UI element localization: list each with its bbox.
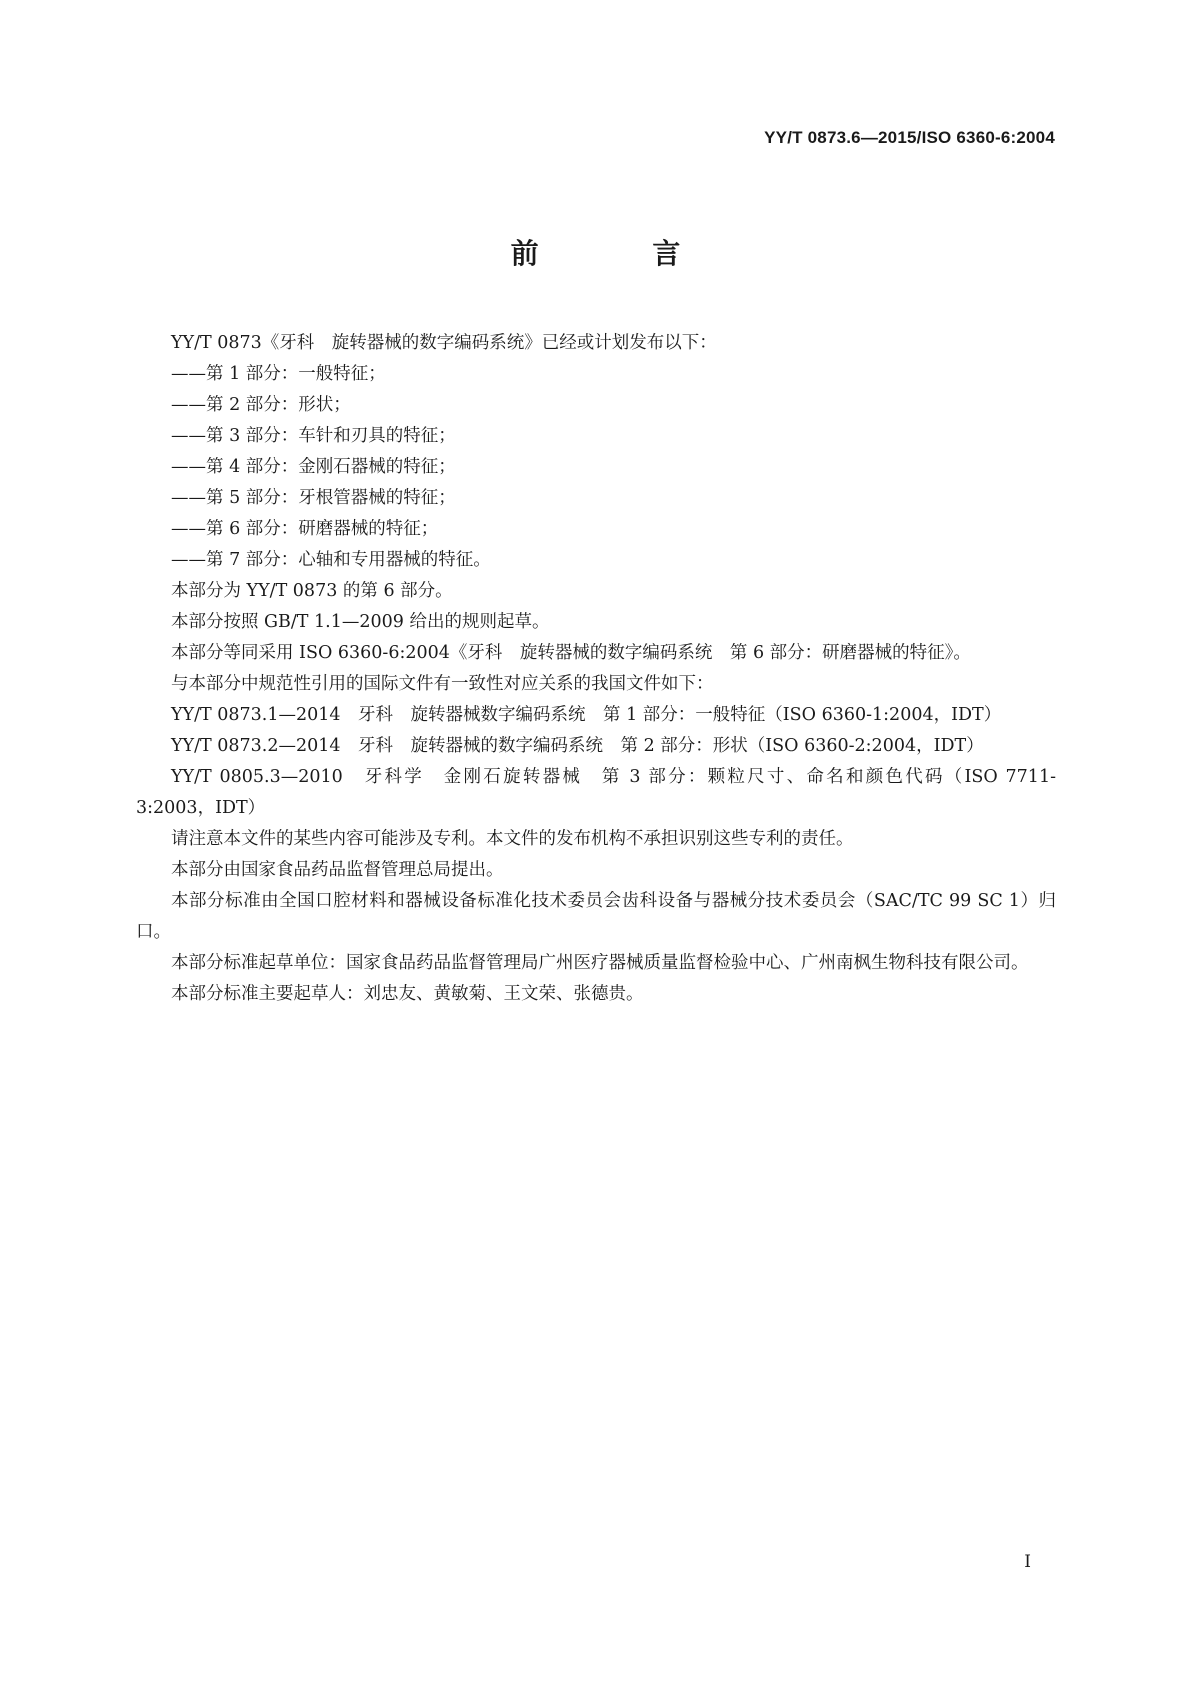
drafters-paragraph: 本部分标准主要起草人：刘忠友、黄敏菊、王文荣、张德贵。 [171,984,644,1004]
part-list-item: ——第 1 部分：一般特征； [171,364,386,384]
part-of-paragraph: 本部分为 YY/T 0873 的第 6 部分。 [171,581,453,601]
page-number: I [1024,1552,1031,1572]
part-list-item: ——第 7 部分：心轴和专用器械的特征。 [171,550,491,570]
drafting-units-paragraph: 本部分标准起草单位：国家食品药品监督管理局广州医疗器械质量监督检验中心、广州南枫生物科技有限公司。 [171,953,1029,973]
intro-paragraph: YY/T 0873《牙科 旋转器械的数字编码系统》已经或计划发布以下： [171,333,717,353]
drafting-rule-paragraph: 本部分按照 GB/T 1.1—2009 给出的规则起草。 [171,612,550,632]
proposed-by-paragraph: 本部分由国家食品药品监督管理总局提出。 [171,860,504,880]
page-title: 前 言 [510,237,733,270]
adoption-paragraph: 本部分等同采用 ISO 6360-6:2004《牙科 旋转器械的数字编码系统 第 6 部分：研磨器械的特征》。 [171,643,971,663]
patent-notice-paragraph: 请注意本文件的某些内容可能涉及专利。本文件的发布机构不承担识别这些专利的责任。 [171,829,854,849]
reference-item: YY/T 0873.1—2014 牙科 旋转器械数字编码系统 第 1 部分：一般特征（ISO 6360-1:2004，IDT） [171,705,1002,725]
part-list-item: ——第 5 部分：牙根管器械的特征； [171,488,456,508]
correspondence-intro-paragraph: 与本部分中规范性引用的国际文件有一致性对应关系的我国文件如下： [171,674,714,694]
foreword-body [136,328,1056,1010]
part-list-item: ——第 3 部分：车针和刃具的特征； [171,426,456,446]
standard-code: YY/T 0873.6—2015/ISO 6360-6:2004 [764,128,1055,147]
reference-item: YY/T 0805.3—2010 牙科学 金刚石旋转器械 第 3 部分：颗粒尺寸、命名和颜色代码（ISO 7711-3:2003，IDT） [136,767,1056,818]
part-list-item: ——第 4 部分：金刚石器械的特征； [171,457,456,477]
part-list-item: ——第 6 部分：研磨器械的特征； [171,519,439,539]
centralized-by-paragraph: 本部分标准由全国口腔材料和器械设备标准化技术委员会齿科设备与器械分技术委员会（SAC/TC 99 SC 1）归口。 [136,891,1056,942]
reference-item: YY/T 0873.2—2014 牙科 旋转器械的数字编码系统 第 2 部分：形状（ISO 6360-2:2004，IDT） [171,736,984,756]
part-list-item: ——第 2 部分：形状； [171,395,351,415]
